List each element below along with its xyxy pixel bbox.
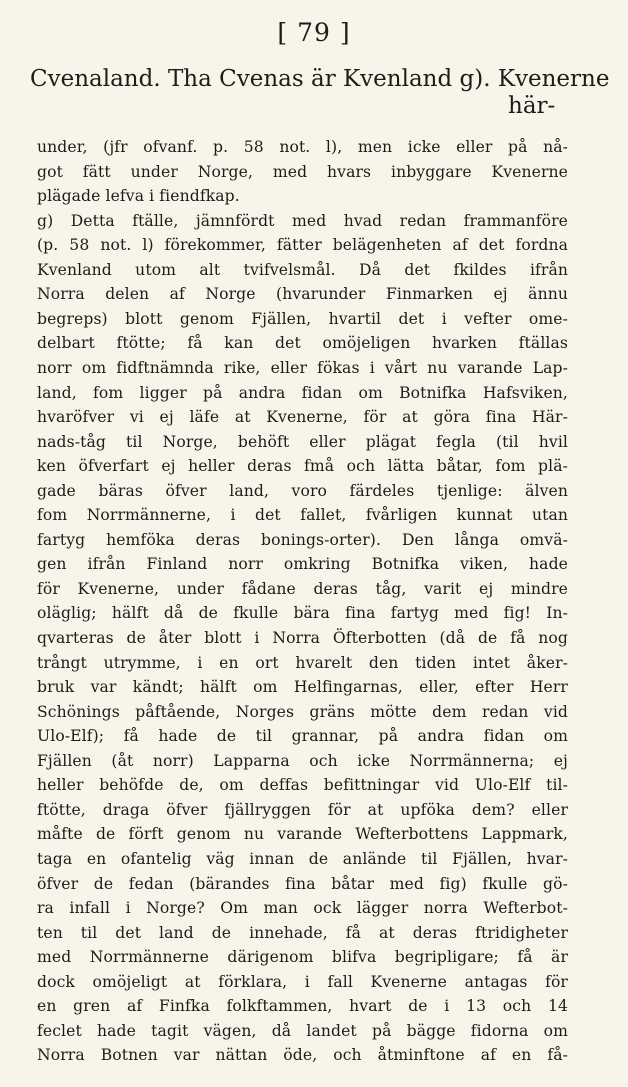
text-line: land, fom ligger på andra fidan om Botnifka Hafsviken, [37,383,568,402]
text-line: plägade lefva i fiendfkap. [37,187,240,206]
text-line: begreps) blott genom Fjällen, hvartil det i vefter ome- [37,309,568,328]
text-line: norr om fidftnämnda rike, eller fökas i vårt nu varande Lap- [37,358,568,377]
text-line: Kvenland utom alt tvifvelsmål. Då det fkildes ifrån [37,260,568,279]
text-line: en gren af Finfka folkftammen, hvart de i 13 och 14 [37,997,568,1016]
text-line: (p. 58 not. l) förekommer, fätter belägenheten af det fordna [37,236,568,255]
text-line: heller behöfde de, om deffas befittningar vid Ulo-Elf til- [37,776,568,795]
text-line: taga en ofantelig väg innan de anlände til Fjällen, hvar- [37,849,568,868]
page-number: [ 79 ] [277,18,351,47]
text-line: got fätt under Norge, med hvars inbyggare Kvenerne [37,162,568,181]
intro-continuation: här- [508,93,556,119]
text-line: feclet hade tagit vägen, då landet på bägge fidorna om [37,1021,568,1040]
text-line: nads-tåg til Norge, behöft eller plägat fegla (til hvil [37,432,568,451]
text-line: Norra Botnen var nättan öde, och åtminftone af en få- [37,1046,568,1065]
text-line: Schönings påftående, Norges gräns mötte dem redan vid [37,702,568,721]
text-line: måfte de förft genom nu varande Wefterbottens Lappmark, [37,825,568,844]
text-line: qvarteras de åter blott i Norra Öfterbotten (då de få nog [37,629,568,647]
text-line: Ulo-Elf); få hade de til grannar, på andra fidan om [37,727,568,746]
text-line: hvaröfver vi ej läfe at Kvenerne, för at göra fina Här- [37,408,568,427]
text-line: gade bäras öfver land, voro färdeles tjenlige: älven [37,481,568,500]
text-line: Norra delen af Norge (hvarunder Finmarken ej ännu [37,285,568,304]
text-line: öfver de fedan (bärandes fina båtar med fig) fkulle gö- [37,874,568,893]
text-line: fom Norrmännerne, i det fallet, fvårligen kunnat utan [37,506,568,525]
text-line: ftötte, draga öfver fjällryggen för at upföka dem? eller [37,800,568,819]
intro-line: Cvenaland. Tha Cvenas är Kvenland g). Kvenerne [30,66,610,92]
text-line: g) Detta ftälle, jämnfördt med hvad redan frammanföre [37,211,568,230]
text-line: ra infall i Norge? Om man ock lägger norra Wefterbot- [37,899,568,918]
text-line: oläglig; hälft då de fkulle bära fina fartyg med fig! In- [37,604,568,623]
text-line: trångt utrymme, i en ort hvarelt den tiden intet åker- [37,653,568,672]
text-line: delbart ftötte; få kan det omöjeligen hvarken ftällas [37,334,568,353]
text-line: Fjällen (åt norr) Lapparna och icke Norrmännerna; ej [37,751,568,770]
text-line: dock omöjeligt at förklara, i fall Kvenerne antagas för [37,972,568,991]
text-line: med Norrmännerne därigenom blifva begripligare; få är [37,948,568,967]
text-line: under, (jfr ofvanf. p. 58 not. l), men icke eller på nå- [37,138,568,156]
text-line: ten til det land de innehade, få at deras ftridigheter [37,923,568,942]
text-line: gen ifrån Finland norr omkring Botnifka viken, hade [37,555,568,574]
text-line: ken öfverfart ej heller deras fmå och lätta båtar, fom plä- [37,457,568,476]
text-line: fartyg hemföka deras bonings-orter). Den långa omvä- [37,530,568,549]
text-line: bruk var kändt; hälft om Helfingarnas, eller, efter Herr [37,678,568,697]
text-line: för Kvenerne, under fådane deras tåg, varit ej mindre [37,579,568,598]
